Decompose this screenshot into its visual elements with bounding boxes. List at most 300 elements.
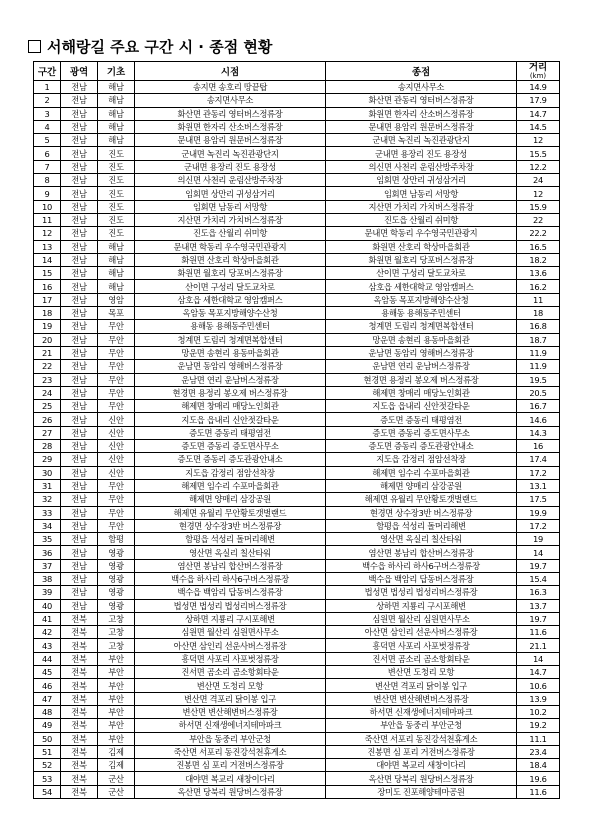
cell-end: 옥산면 당북리 원당버스정류장 — [326, 772, 517, 785]
header-end: 종점 — [326, 62, 517, 81]
table-row — [34, 705, 560, 718]
cell-region: 전남 — [61, 81, 98, 94]
cell-end: 현경면 상수장3반 버스정류장 — [326, 506, 517, 519]
cell-region: 전남 — [61, 213, 98, 226]
cell-start: 문내면 용암리 원문버스정류장 — [135, 134, 326, 147]
cell-start: 염산면 봉남리 합산버스정류장 — [135, 559, 326, 572]
cell-start: 운남면 동암리 영해버스정류장 — [135, 360, 326, 373]
cell-region: 전남 — [61, 174, 98, 187]
cell-section: 7 — [34, 160, 61, 173]
cell-end: 화산면 관동리 영터버스정류장 — [326, 94, 517, 107]
table-row — [34, 333, 560, 346]
cell-region: 전남 — [61, 546, 98, 559]
cell-start: 변산면 변산해변버스정류장 — [135, 705, 326, 718]
cell-section: 4 — [34, 120, 61, 133]
distance-unit: (km) — [529, 72, 547, 80]
cell-end: 백수읍 하사리 하사6구버스정류장 — [326, 559, 517, 572]
cell-local: 진도 — [98, 174, 135, 187]
cell-section: 54 — [34, 785, 61, 798]
table-body — [34, 81, 560, 799]
cell-local: 진도 — [98, 187, 135, 200]
table-row — [34, 160, 560, 173]
cell-section: 8 — [34, 174, 61, 187]
cell-distance: 14 — [517, 546, 560, 559]
cell-distance: 11.9 — [517, 346, 560, 359]
cell-local: 신안 — [98, 453, 135, 466]
cell-region: 전남 — [61, 413, 98, 426]
table-row — [34, 386, 560, 399]
table-row — [34, 479, 560, 492]
cell-end: 대야면 복교리 새창이다리 — [326, 759, 517, 772]
cell-distance: 14 — [517, 652, 560, 665]
route-table — [33, 61, 560, 799]
cell-end: 증도면 증동리 증도면사무소 — [326, 426, 517, 439]
cell-region: 전북 — [61, 772, 98, 785]
cell-start: 아산면 삼인리 선운사버스정류장 — [135, 639, 326, 652]
table-row — [34, 147, 560, 160]
cell-distance: 22 — [517, 213, 560, 226]
cell-local: 진도 — [98, 227, 135, 240]
cell-distance: 16.2 — [517, 280, 560, 293]
cell-section: 39 — [34, 586, 61, 599]
cell-local: 진도 — [98, 213, 135, 226]
table-row — [34, 360, 560, 373]
cell-local: 무안 — [98, 333, 135, 346]
cell-distance: 24 — [517, 174, 560, 187]
cell-section: 24 — [34, 386, 61, 399]
cell-region: 전남 — [61, 160, 98, 173]
cell-region: 전남 — [61, 307, 98, 320]
cell-end: 증도면 증동리 증도관광안내소 — [326, 440, 517, 453]
cell-end: 임회면 남동리 서망항 — [326, 187, 517, 200]
table-row — [34, 267, 560, 280]
cell-region: 전북 — [61, 705, 98, 718]
cell-section: 2 — [34, 94, 61, 107]
table-row — [34, 453, 560, 466]
cell-section: 44 — [34, 652, 61, 665]
cell-section: 13 — [34, 240, 61, 253]
table-row — [34, 373, 560, 386]
cell-local: 신안 — [98, 426, 135, 439]
cell-section: 15 — [34, 267, 61, 280]
cell-region: 전남 — [61, 134, 98, 147]
cell-distance: 14.3 — [517, 426, 560, 439]
cell-local: 무안 — [98, 386, 135, 399]
cell-region: 전남 — [61, 373, 98, 386]
cell-start: 송지면사무소 — [135, 94, 326, 107]
cell-start: 죽산면 서포리 동진강석천휴게소 — [135, 745, 326, 758]
cell-region: 전남 — [61, 506, 98, 519]
cell-local: 무안 — [98, 373, 135, 386]
table-row — [34, 599, 560, 612]
cell-distance: 11.6 — [517, 626, 560, 639]
cell-start: 하서면 신재생에너지테마파크 — [135, 719, 326, 732]
cell-section: 5 — [34, 134, 61, 147]
cell-local: 해남 — [98, 81, 135, 94]
cell-distance: 15.4 — [517, 572, 560, 585]
cell-local: 해남 — [98, 267, 135, 280]
table-row — [34, 692, 560, 705]
table-row — [34, 426, 560, 439]
table-row — [34, 293, 560, 306]
cell-local: 신안 — [98, 466, 135, 479]
cell-local: 신안 — [98, 440, 135, 453]
cell-start: 군내면 용장리 진도 용장성 — [135, 160, 326, 173]
cell-end: 군내면 녹진리 녹진관광단지 — [326, 134, 517, 147]
cell-local: 부안 — [98, 679, 135, 692]
cell-local: 고창 — [98, 626, 135, 639]
cell-distance: 19.5 — [517, 373, 560, 386]
cell-section: 11 — [34, 213, 61, 226]
cell-end: 화원면 산호리 학상마을회관 — [326, 240, 517, 253]
cell-region: 전남 — [61, 572, 98, 585]
cell-start: 해제면 유월리 무안황토갯벌랜드 — [135, 506, 326, 519]
cell-local: 영광 — [98, 572, 135, 585]
cell-section: 20 — [34, 333, 61, 346]
cell-end: 영산면 옥실리 칠산타워 — [326, 533, 517, 546]
cell-distance: 18.7 — [517, 333, 560, 346]
cell-region: 전남 — [61, 466, 98, 479]
cell-region: 전남 — [61, 586, 98, 599]
cell-section: 19 — [34, 320, 61, 333]
cell-distance: 16.7 — [517, 400, 560, 413]
cell-start: 문내면 학동리 우수영국민관광지 — [135, 240, 326, 253]
cell-local: 목포 — [98, 307, 135, 320]
cell-distance: 19 — [517, 533, 560, 546]
cell-local: 해남 — [98, 94, 135, 107]
cell-local: 무안 — [98, 519, 135, 532]
cell-start: 해제면 임수리 수포마을회관 — [135, 479, 326, 492]
cell-end: 부안읍 동중리 부안군청 — [326, 719, 517, 732]
cell-end: 심원면 월산리 심원면사무소 — [326, 612, 517, 625]
cell-start: 함평읍 석성리 돌머리해변 — [135, 533, 326, 546]
cell-distance: 16 — [517, 440, 560, 453]
cell-region: 전남 — [61, 360, 98, 373]
title-text: 서해랑길 주요 구간 시 · 종점 현황 — [47, 38, 273, 56]
cell-start: 의신면 사천리 운림산방주차장 — [135, 174, 326, 187]
cell-end: 송지면사무소 — [326, 81, 517, 94]
cell-start: 현경면 상수장3반 버스정류장 — [135, 519, 326, 532]
cell-local: 진도 — [98, 200, 135, 213]
header-distance — [517, 62, 560, 81]
table-row — [34, 200, 560, 213]
table-row — [34, 120, 560, 133]
cell-distance: 17.2 — [517, 519, 560, 532]
cell-end: 화원면 한자리 산소버스정류장 — [326, 107, 517, 120]
cell-start: 증도면 증동리 증도관광안내소 — [135, 453, 326, 466]
table-row — [34, 759, 560, 772]
cell-distance: 13.1 — [517, 479, 560, 492]
cell-region: 전남 — [61, 426, 98, 439]
cell-end: 현경면 용정리 봉오제 버스정류장 — [326, 373, 517, 386]
cell-region: 전북 — [61, 652, 98, 665]
table-row — [34, 466, 560, 479]
cell-end: 문내면 학동리 우수영국민관광지 — [326, 227, 517, 240]
cell-region: 전남 — [61, 453, 98, 466]
table-row — [34, 413, 560, 426]
cell-section: 25 — [34, 400, 61, 413]
header-section: 구간 — [34, 62, 61, 81]
cell-region: 전북 — [61, 745, 98, 758]
cell-end: 진도읍 산월리 쉬미항 — [326, 213, 517, 226]
cell-start: 송지면 송호리 땅끝탑 — [135, 81, 326, 94]
cell-local: 해남 — [98, 134, 135, 147]
cell-end: 상하면 지룡리 구시포해변 — [326, 599, 517, 612]
cell-region: 전남 — [61, 479, 98, 492]
cell-region: 전남 — [61, 320, 98, 333]
cell-local: 신안 — [98, 413, 135, 426]
cell-distance: 18.2 — [517, 253, 560, 266]
cell-end: 변산면 격포리 닭이봉 입구 — [326, 679, 517, 692]
cell-start: 진서면 곰소리 곰소항회타운 — [135, 666, 326, 679]
cell-end: 용해동 용해동주민센터 — [326, 307, 517, 320]
cell-section: 27 — [34, 426, 61, 439]
cell-end: 함평읍 석성리 돌머리해변 — [326, 519, 517, 532]
cell-section: 22 — [34, 360, 61, 373]
cell-local: 해남 — [98, 107, 135, 120]
table-row — [34, 253, 560, 266]
cell-end: 문내면 용암리 원문버스정류장 — [326, 120, 517, 133]
table-row — [34, 666, 560, 679]
cell-local: 무안 — [98, 506, 135, 519]
cell-local: 무안 — [98, 400, 135, 413]
cell-local: 무안 — [98, 360, 135, 373]
cell-start: 청계면 도림리 청계면복합센터 — [135, 333, 326, 346]
cell-start: 백수읍 백암리 답동버스정류장 — [135, 586, 326, 599]
cell-local: 영광 — [98, 546, 135, 559]
cell-end: 해제면 창매리 매당노인회관 — [326, 386, 517, 399]
cell-start: 옥산면 당북리 원당버스정류장 — [135, 785, 326, 798]
cell-distance: 19.7 — [517, 612, 560, 625]
distance-label: 거리 — [528, 62, 548, 73]
cell-end: 산이면 구성리 달도교차로 — [326, 267, 517, 280]
cell-region: 전남 — [61, 280, 98, 293]
cell-local: 부안 — [98, 692, 135, 705]
cell-local: 해남 — [98, 253, 135, 266]
cell-start: 변산면 격포리 닭이봉 입구 — [135, 692, 326, 705]
cell-distance: 12 — [517, 187, 560, 200]
table-row — [34, 785, 560, 798]
cell-section: 14 — [34, 253, 61, 266]
table-row — [34, 639, 560, 652]
cell-section: 26 — [34, 413, 61, 426]
cell-region: 전남 — [61, 147, 98, 160]
cell-distance: 15.5 — [517, 147, 560, 160]
cell-section: 28 — [34, 440, 61, 453]
cell-local: 부안 — [98, 732, 135, 745]
cell-region: 전북 — [61, 692, 98, 705]
cell-start: 화원면 산호리 학상마을회관 — [135, 253, 326, 266]
table-row — [34, 546, 560, 559]
header-region: 광역 — [61, 62, 98, 81]
cell-distance: 19.7 — [517, 559, 560, 572]
cell-region: 전남 — [61, 559, 98, 572]
cell-local: 부안 — [98, 666, 135, 679]
cell-section: 1 — [34, 81, 61, 94]
cell-local: 함평 — [98, 533, 135, 546]
cell-end: 변산면 변산해변버스정류장 — [326, 692, 517, 705]
cell-section: 46 — [34, 679, 61, 692]
cell-section: 34 — [34, 519, 61, 532]
cell-section: 21 — [34, 346, 61, 359]
cell-start: 지도읍 읍내리 신안젓갈타운 — [135, 413, 326, 426]
cell-section: 16 — [34, 280, 61, 293]
table-row — [34, 772, 560, 785]
cell-local: 부안 — [98, 705, 135, 718]
cell-end: 변산면 도청리 모항 — [326, 666, 517, 679]
cell-end: 백수읍 백암리 답동버스정류장 — [326, 572, 517, 585]
table-row — [34, 227, 560, 240]
cell-start: 임회면 남동리 서망항 — [135, 200, 326, 213]
table-row — [34, 440, 560, 453]
cell-section: 40 — [34, 599, 61, 612]
cell-end: 아산면 삼인리 선운사버스정류장 — [326, 626, 517, 639]
table-row — [34, 307, 560, 320]
cell-region: 전남 — [61, 346, 98, 359]
cell-region: 전남 — [61, 187, 98, 200]
cell-local: 진도 — [98, 147, 135, 160]
cell-end: 망운면 송현리 용동마을회관 — [326, 333, 517, 346]
table-row — [34, 213, 560, 226]
cell-end: 해제면 양매리 삼강공원 — [326, 479, 517, 492]
table-row — [34, 506, 560, 519]
cell-distance: 10.6 — [517, 679, 560, 692]
cell-section: 50 — [34, 732, 61, 745]
cell-region: 전남 — [61, 400, 98, 413]
table-row — [34, 572, 560, 585]
cell-distance: 13.7 — [517, 599, 560, 612]
cell-local: 김제 — [98, 745, 135, 758]
cell-distance: 21.1 — [517, 639, 560, 652]
cell-section: 48 — [34, 705, 61, 718]
cell-region: 전남 — [61, 293, 98, 306]
cell-region: 전남 — [61, 386, 98, 399]
table-row — [34, 280, 560, 293]
cell-region: 전북 — [61, 719, 98, 732]
cell-region: 전남 — [61, 240, 98, 253]
cell-end: 흥덕면 사포리 사포벗정류장 — [326, 639, 517, 652]
cell-local: 군산 — [98, 785, 135, 798]
cell-end: 군내면 용장리 진도 용장성 — [326, 147, 517, 160]
cell-start: 영산면 옥실리 칠산타워 — [135, 546, 326, 559]
cell-section: 29 — [34, 453, 61, 466]
cell-start: 지도읍 감정리 점암선착장 — [135, 466, 326, 479]
cell-region: 전남 — [61, 267, 98, 280]
checkbox-square-icon — [28, 40, 41, 53]
cell-section: 10 — [34, 200, 61, 213]
cell-local: 영광 — [98, 559, 135, 572]
table-row — [34, 519, 560, 532]
cell-region: 전남 — [61, 533, 98, 546]
cell-distance: 12.2 — [517, 160, 560, 173]
cell-section: 38 — [34, 572, 61, 585]
cell-start: 화원면 월호리 당포버스정류장 — [135, 267, 326, 280]
cell-end: 삼호읍 세한대학교 영암캠퍼스 — [326, 280, 517, 293]
cell-end: 진봉면 심 포리 거전버스정류장 — [326, 745, 517, 758]
table-row — [34, 559, 560, 572]
cell-end: 의신면 사천리 운림산방주차장 — [326, 160, 517, 173]
cell-distance: 13.9 — [517, 692, 560, 705]
cell-start: 망운면 송현리 용동마을회관 — [135, 346, 326, 359]
cell-section: 6 — [34, 147, 61, 160]
cell-local: 김제 — [98, 759, 135, 772]
cell-region: 전북 — [61, 639, 98, 652]
table-row — [34, 612, 560, 625]
table-row — [34, 81, 560, 94]
header-local: 기초 — [98, 62, 135, 81]
cell-local: 진도 — [98, 160, 135, 173]
table-row — [34, 107, 560, 120]
cell-section: 37 — [34, 559, 61, 572]
cell-start: 옥암동 목포지방해양수산청 — [135, 307, 326, 320]
cell-section: 36 — [34, 546, 61, 559]
cell-end: 임회면 상만리 귀성삼거리 — [326, 174, 517, 187]
table-row — [34, 240, 560, 253]
table-row — [34, 719, 560, 732]
table-row — [34, 187, 560, 200]
cell-section: 51 — [34, 745, 61, 758]
cell-section: 3 — [34, 107, 61, 120]
cell-region: 전남 — [61, 200, 98, 213]
cell-start: 화원면 한자리 산소버스정류장 — [135, 120, 326, 133]
cell-distance: 19.6 — [517, 772, 560, 785]
cell-local: 영광 — [98, 586, 135, 599]
cell-start: 지산면 가치리 가치버스정류장 — [135, 213, 326, 226]
cell-end: 장미도 진포해양테마공원 — [326, 785, 517, 798]
cell-end: 하서면 신재생에너지테마파크 — [326, 705, 517, 718]
cell-section: 32 — [34, 493, 61, 506]
cell-section: 43 — [34, 639, 61, 652]
cell-distance: 17.4 — [517, 453, 560, 466]
cell-region: 전남 — [61, 440, 98, 453]
cell-local: 고창 — [98, 612, 135, 625]
cell-distance: 12 — [517, 134, 560, 147]
cell-section: 23 — [34, 373, 61, 386]
cell-end: 진서면 곰소리 곰소항회타운 — [326, 652, 517, 665]
cell-start: 심원면 월산리 심원면사무소 — [135, 626, 326, 639]
cell-section: 31 — [34, 479, 61, 492]
cell-start: 증도면 증동리 증도면사무소 — [135, 440, 326, 453]
table-row — [34, 626, 560, 639]
cell-start: 해제면 창매리 매당노인회관 — [135, 400, 326, 413]
cell-distance: 20.5 — [517, 386, 560, 399]
header-row — [34, 62, 560, 81]
cell-distance: 13.6 — [517, 267, 560, 280]
cell-region: 전북 — [61, 732, 98, 745]
cell-distance: 14.7 — [517, 107, 560, 120]
cell-region: 전남 — [61, 107, 98, 120]
cell-start: 삼호읍 세한대학교 영암캠퍼스 — [135, 293, 326, 306]
table-row — [34, 134, 560, 147]
cell-start: 부안읍 동중리 부안군청 — [135, 732, 326, 745]
cell-start: 현경면 용정리 봉오제 버스정류장 — [135, 386, 326, 399]
cell-local: 군산 — [98, 772, 135, 785]
cell-section: 30 — [34, 466, 61, 479]
cell-end: 지도읍 감정리 점암선착장 — [326, 453, 517, 466]
cell-region: 전남 — [61, 599, 98, 612]
cell-start: 임회면 상만리 귀성삼거리 — [135, 187, 326, 200]
cell-local: 해남 — [98, 120, 135, 133]
cell-region: 전남 — [61, 120, 98, 133]
cell-start: 화산면 관동리 영터버스정류장 — [135, 107, 326, 120]
cell-region: 전남 — [61, 253, 98, 266]
cell-distance: 17.9 — [517, 94, 560, 107]
cell-local: 부안 — [98, 719, 135, 732]
cell-section: 53 — [34, 772, 61, 785]
cell-distance: 11 — [517, 293, 560, 306]
table-row — [34, 745, 560, 758]
cell-start: 군내면 녹진리 녹진관광단지 — [135, 147, 326, 160]
